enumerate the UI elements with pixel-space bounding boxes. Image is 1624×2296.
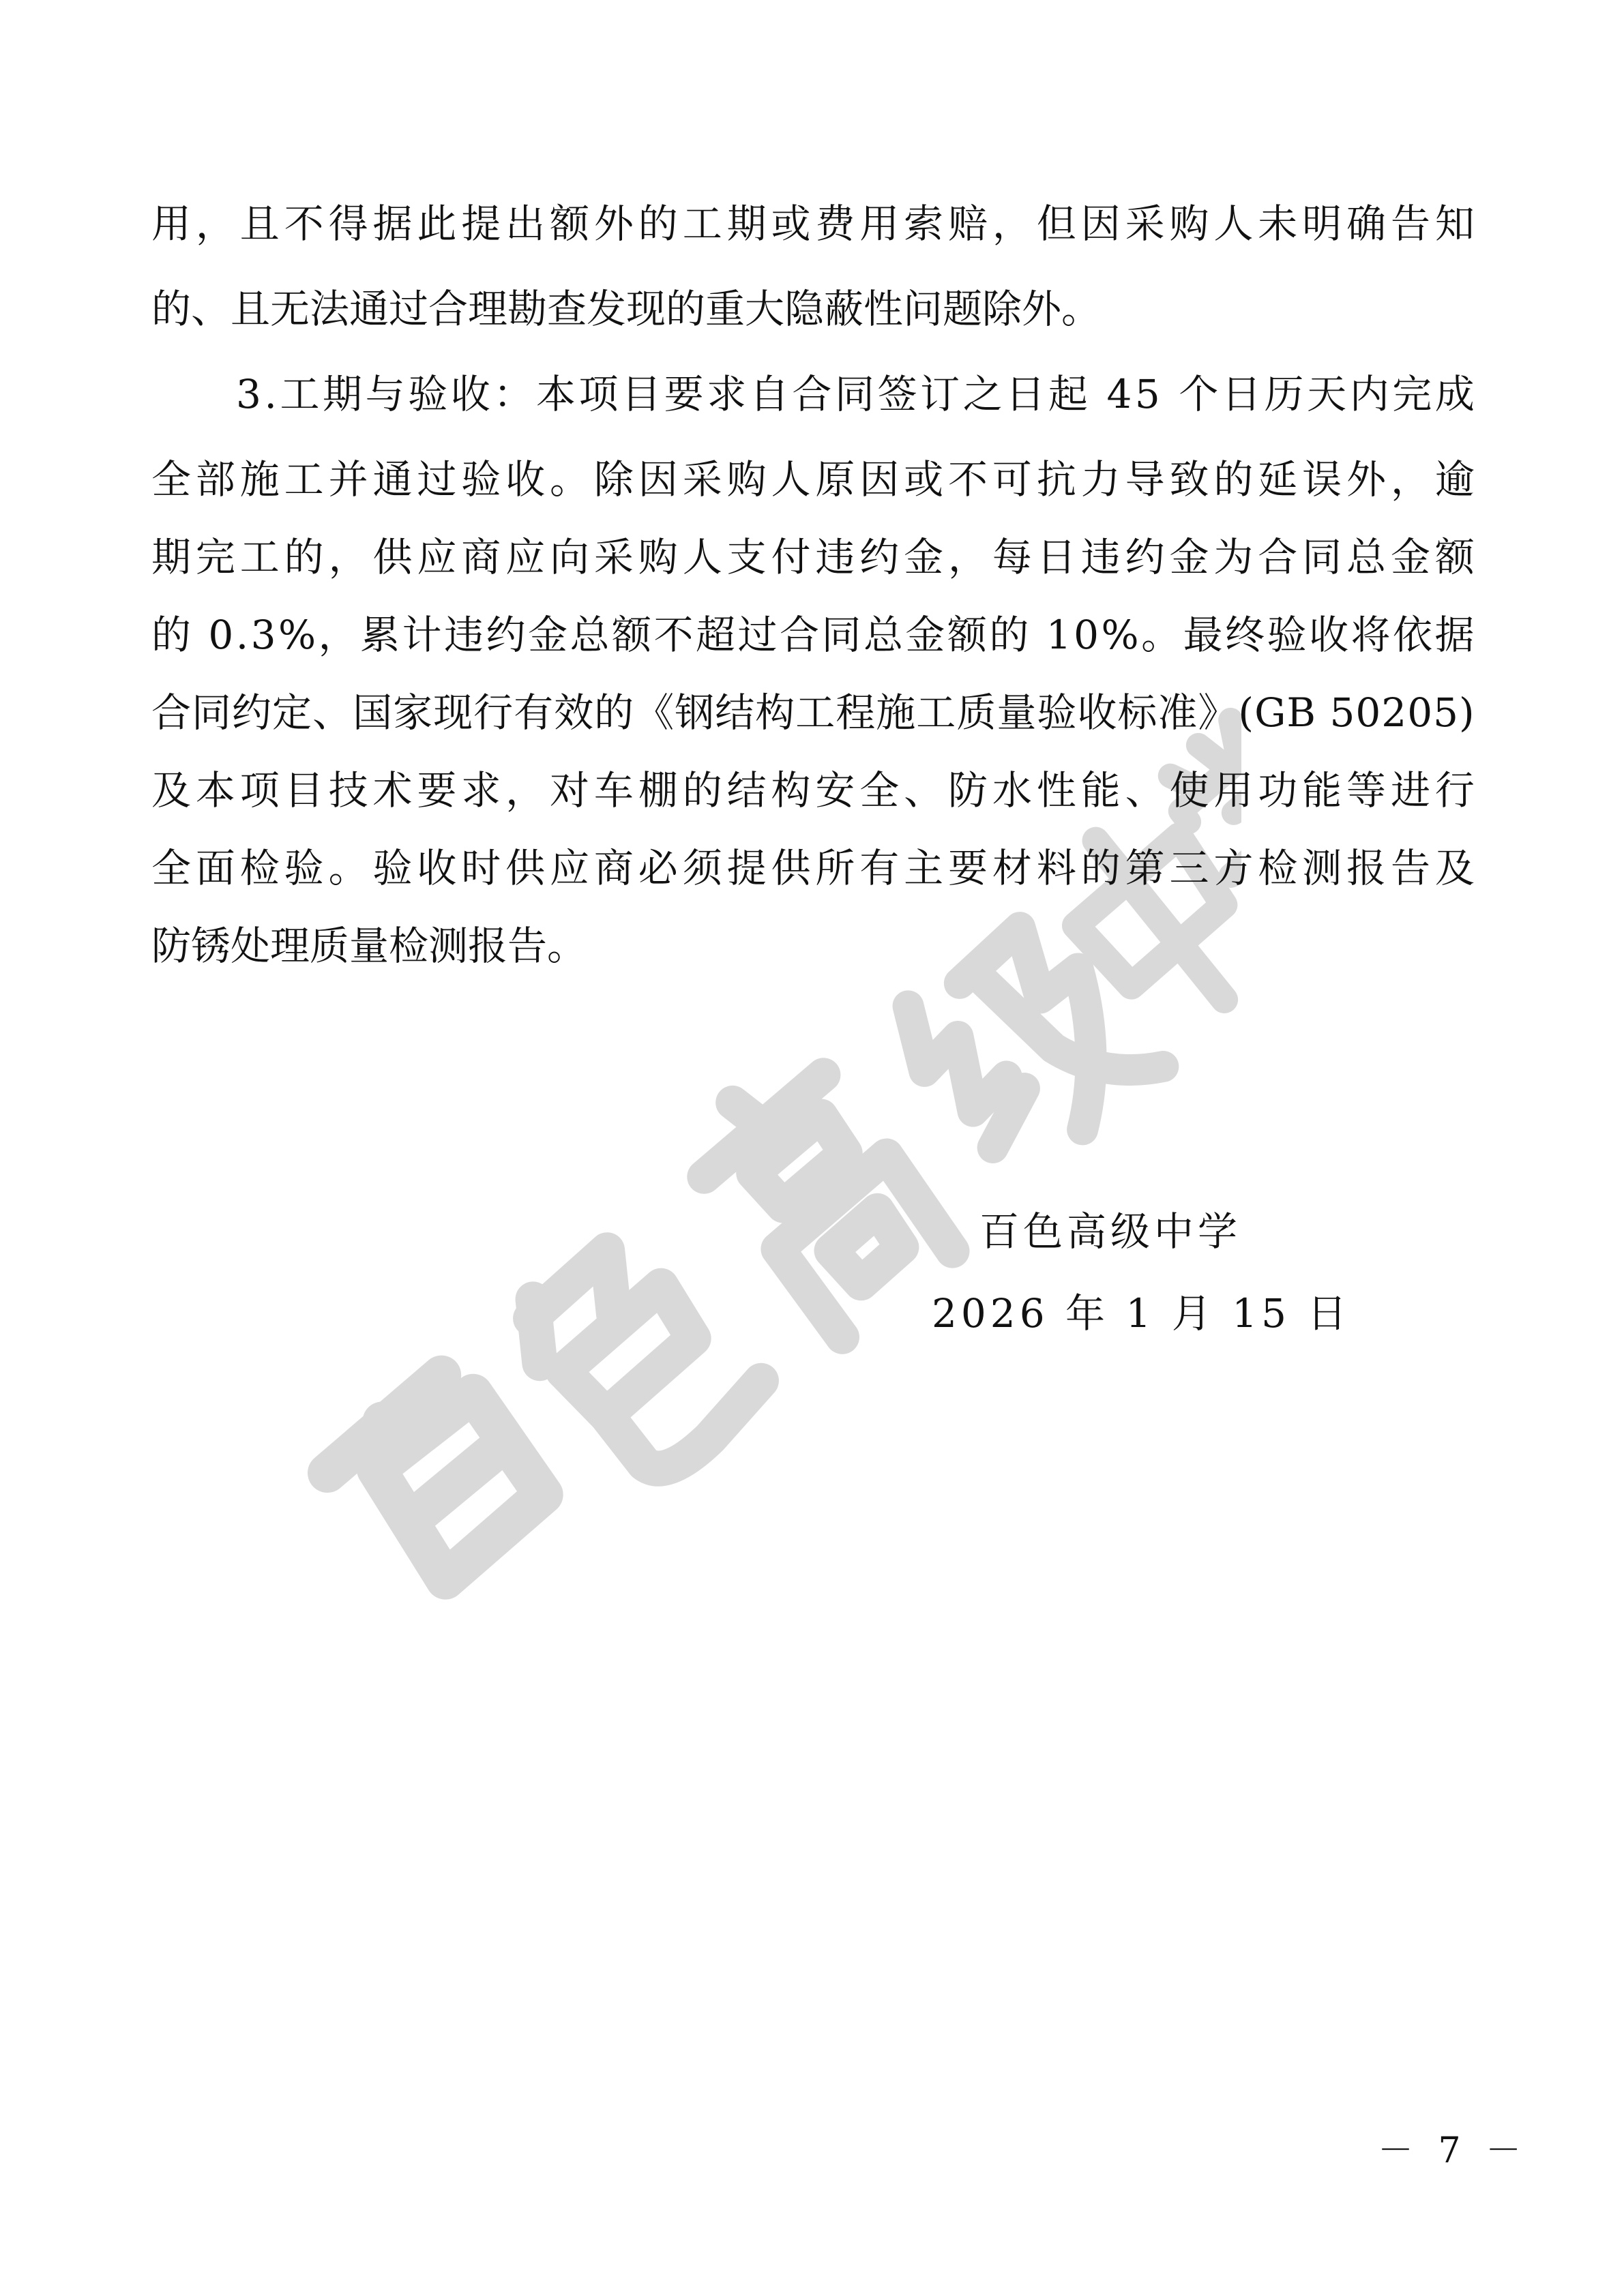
body-text-line-7: 合 同 约 定 、 国 家 现 行 有 效 的 《 钢 结 构 工 程 施 工 质 量 验 收 标 准 》 ( G B 5 0 2 0 5 ) <box>151 689 1475 736</box>
body-text-line-1: 用 ， 且 不 得 据 此 提 出 额 外 的 工 期 或 费 用 索 赔 ， 但 因 采 购 人 未 明 确 告 知 <box>151 200 1475 247</box>
body-text-line-10: 防锈处理质量检测报告。 <box>151 923 587 969</box>
body-text-line-2: 的、且无法通过合理勘查发现的重大隐蔽性问题除外。 <box>151 286 1102 332</box>
page-number: － 7 － <box>1378 2130 1529 2171</box>
body-text-line-9: 全 面 检 验 。 验 收 时 供 应 商 必 须 提 供 所 有 主 要 材 料 的 第 三 方 检 测 报 告 及 <box>151 845 1475 891</box>
body-text-line-8: 及 本 项 目 技 术 要 求 ， 对 车 棚 的 结 构 安 全 、 防 水 性 能 、 使 用 功 能 等 进 行 <box>151 767 1475 814</box>
body-text-line-3: 3 . 工 期 与 验 收 ： 本 项 目 要 求 自 合 同 签 订 之 日 起 4 5 个 日 历 天 内 完 成 <box>236 371 1475 417</box>
body-text-line-4: 全 部 施 工 并 通 过 验 收 。 除 因 采 购 人 原 因 或 不 可 抗 力 导 致 的 延 误 外 ， 逾 <box>151 456 1475 503</box>
signature-organization: 百色高级中学 <box>979 1208 1242 1255</box>
signature-date: 2026 年 1 月 15 日 <box>932 1290 1351 1337</box>
body-text-line-5: 期 完 工 的 ， 供 应 商 应 向 采 购 人 支 付 违 约 金 ， 每 日 违 约 金 为 合 同 总 金 额 <box>151 534 1475 580</box>
body-text-line-6: 的 0 . 3 % ， 累 计 违 约 金 总 额 不 超 过 合 同 总 金 额 的 1 0 % 。 最 终 验 收 将 依 据 <box>151 612 1475 658</box>
